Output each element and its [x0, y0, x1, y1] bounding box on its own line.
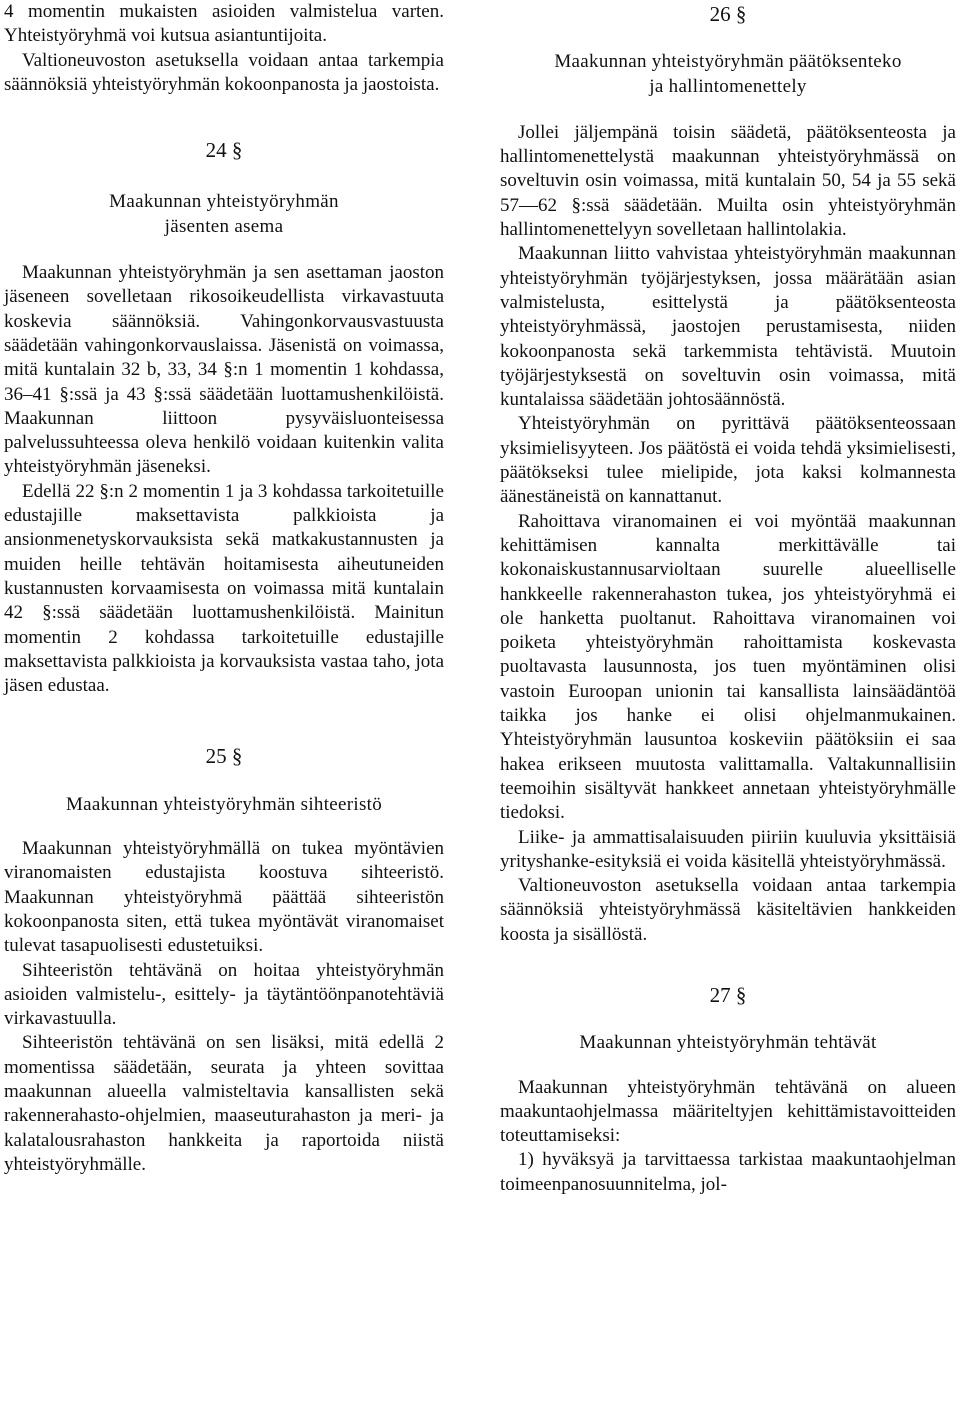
- section-25-paragraph-1: Maakunnan yhteistyöryhmällä on tukea myöntävien viranomaisten edustajista koostuva sihteeristö. Maakunnan yhteistyöryhmä päättää sihteeristön kokoonpanosta siten, että tukea myöntävät viranomaiset tulevat tasapuolisesti edustetuiksi.: [4, 838, 444, 957]
- section-24-title-line-2: jäsenten asema: [164, 215, 284, 237]
- intro-paragraph-2: Valtioneuvoston asetuksella voidaan antaa tarkempia säännöksiä yhteistyöryhmän kokoonpanosta ja jaostoista.: [4, 49, 444, 95]
- section-27-paragraph-2: 1) hyväksyä ja tarvittaessa tarkistaa maakuntaohjelman toimeenpanosuunnitelma, jol-: [500, 1149, 956, 1195]
- section-25-number: 25 §: [205, 744, 243, 769]
- section-26-paragraph-1: Jollei jäljempänä toisin säädetä, päätöksenteosta ja hallintomenettelystä maakunnan yhteistyöryhmässä on soveltuvin osin voimassa, mitä kuntalain 50, 54 ja 55 sekä 57—62 §:ssä säädetään. Muilta osin yhteistyöryhmän hallintomenettelyyn sovelletaan hallintolakia.: [500, 121, 956, 241]
- section-26-paragraph-5: Liike- ja ammattisalaisuuden piiriin kuuluvia yksittäisiä yrityshanke-esityksiä ei voida käsitellä yhteistyöryhmässä.: [500, 826, 956, 872]
- section-24-paragraph-1: Maakunnan yhteistyöryhmän ja sen asettaman jaoston jäseneen sovelletaan rikosoikeudellista virkavastuuta koskevia säännöksiä. Vahingonkorvausvastuusta säädetään vahingonkorvauslaissa. Jäsenistä on voimassa, mitä kuntalain 32 b, 33, 34 §:n 1 momentin 1 kohdassa, 36–41 §:ssä ja 43 §:ssä säädetään luottamushenkilöistä. Maakunnan liittoon pysyväisluonteisessa palvelussuhteessa oleva henkilö voidaan kuitenkin valita yhteistyöryhmän jäseneksi.: [4, 262, 444, 478]
- section-27-paragraph-1: Maakunnan yhteistyöryhmän tehtävänä on alueen maakuntaohjelmassa määriteltyjen kehittämistavoitteiden toteuttamiseksi:: [500, 1076, 956, 1147]
- section-26-paragraph-6: Valtioneuvoston asetuksella voidaan antaa tarkempia säännöksiä yhteistyöryhmässä käsiteltävien hankkeiden koosta ja sisällöstä.: [500, 875, 956, 945]
- section-26-paragraph-2: Maakunnan liitto vahvistaa yhteistyöryhmän maakunnan yhteistyöryhmän työjärjestyksen, jossa määrätään asian valmistelusta, esittelystä ja päätöksenteosta yhteistyöryhmässä, jaostojen perustamisesta, niiden kokoonpanosta sekä tarkemmista tehtävistä. Muutoin työjärjestyksestä on soveltuvin osin voimassa, mitä kuntalaissa säädetään johtosäännöstä.: [500, 243, 956, 411]
- section-25-paragraph-3: Sihteeristön tehtävänä on sen lisäksi, mitä edellä 2 momentissa säädetään, seurata ja yhteen sovittaa maakunnan alueella valmisteltavia kansallisten sekä rakennerahasto-ohjelmien, maaseuturahaston ja meri- ja kalatalousrahaston hankkeita ja raportoida niistä yhteistyöryhmälle.: [4, 1032, 444, 1175]
- intro-paragraph-1: 4 momentin mukaisten asioiden valmistelua varten. Yhteistyöryhmä voi kutsua asiantuntijoita.: [4, 1, 444, 47]
- section-25-paragraph-2: Sihteeristön tehtävänä on hoitaa yhteistyöryhmän asioiden valmistelu-, esittely- ja täytäntöönpanotehtäviä virkavastuulla.: [4, 959, 444, 1030]
- section-25-title: Maakunnan yhteistyöryhmän sihteeristö: [65, 793, 383, 815]
- section-24-title-line-1: Maakunnan yhteistyöryhmän: [109, 191, 339, 213]
- section-26-number: 26 §: [709, 2, 747, 26]
- section-27-title: Maakunnan yhteistyöryhmän tehtävät: [579, 1032, 877, 1054]
- section-24-paragraph-2: Edellä 22 §:n 2 momentin 1 ja 3 kohdassa tarkoitetuille edustajille maksettavista palkkioista ja ansionmenetyskorvauksista sekä matkakustannusten ja muiden heille tehtävän hoitamisesta aiheutuneiden kustannusten korvaamisesta on voimassa mitä kuntalain 42 §:ssä säädetään luottamushenkilöistä. Mainitun momentin 2 kohdassa tarkoitetuille edustajille maksettavista palkkioista ja korvauksista vastaa taho, jota jäsen edustaa.: [4, 480, 444, 697]
- section-27-number: 27 §: [709, 982, 747, 1007]
- section-24-number: 24 §: [205, 138, 243, 163]
- section-26-title-line-1: Maakunnan yhteistyöryhmän päätöksenteko: [554, 51, 902, 73]
- section-26-title-line-2: ja hallintomenettely: [649, 75, 807, 97]
- section-26-paragraph-3: Yhteistyöryhmän on pyrittävä päätöksenteossaan yksimielisyyteen. Jos päätöstä ei voida tehdä yksimielisesti, päätökseksi tulee mielipide, jota kaksi kolmannesta äänestäneistä on kannattanut.: [500, 413, 956, 508]
- right-column: [500, 0, 956, 1197]
- left-column: [4, 0, 444, 1177]
- section-26-paragraph-4: Rahoittava viranomainen ei voi myöntää maakunnan kehittämisen kannalta merkittävälle tai kokonaiskustannusarvioltaan suurelle alueelliselle hankkeelle rakennerahaston tukea, jos yhteistyöryhmä ei ole hanketta puoltanut. Rahoittava viranomainen voi poiketa yhteistyöryhmän rahoittamista koskevasta puoltavasta lausunnosta, jos tuen myöntäminen olisi vastoin Euroopan unionin tai kansallista lainsäädäntöä taikka jos hanke ei olisi ohjelmanmukainen. Yhteistyöryhmän lausuntoa koskeviin päätöksiin ei saa hakea erikseen muutosta valittamalla. Valtakunnallisiin teemoihin sisältyvät hankkeet annetaan yhteistyöryhmälle tiedoksi.: [500, 510, 956, 824]
